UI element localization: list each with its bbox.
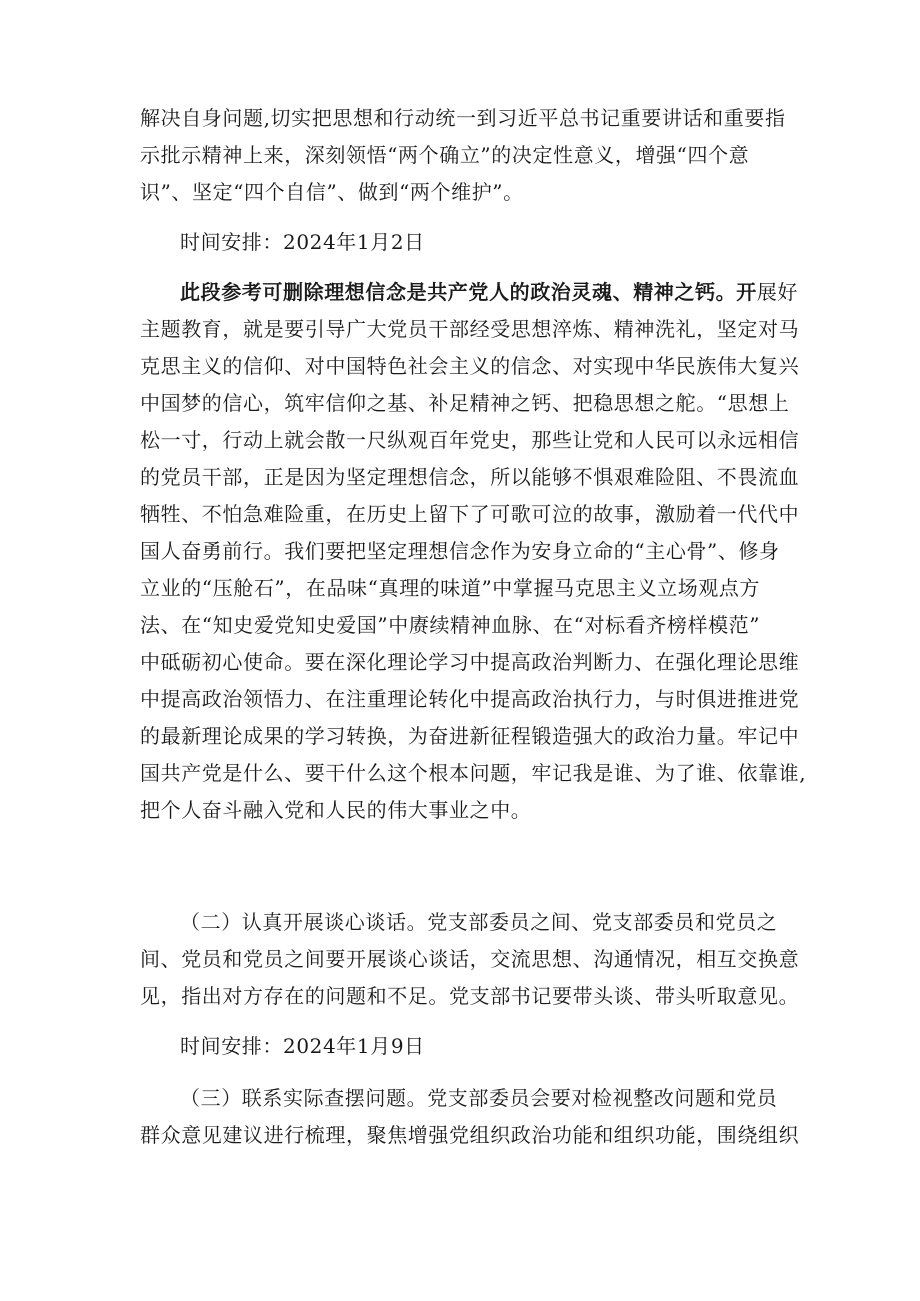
text-line-first: [140, 274, 799, 311]
paragraph-ideals: [140, 274, 807, 829]
text-line: 的党员干部，正是因为坚定理想信念，所以能够不惧艰难险阻、不畏流血: [140, 465, 800, 489]
text-line: 国人奋勇前行。我们要把坚定理想信念作为安身立命的“主心骨”、修身: [140, 539, 780, 563]
text-line: 主题教育，就是要引导广大党员干部经受思想淬炼、精神洗礼，坚定对马: [140, 317, 800, 341]
lead-rest-text: 展好: [756, 280, 799, 304]
schedule-text: 时间安排：2024年1月9日: [180, 1034, 425, 1058]
text-line: 识”、坚定“四个自信”、做到“两个维护”。: [140, 180, 524, 204]
text-line: 中砥砺初心使命。要在深化理论学习中提高政治判断力、在强化理论思维: [140, 650, 800, 674]
text-line: 间、党员和党员之间要开展谈心谈话，交流思想、沟通情况，相互交换意: [140, 947, 800, 971]
schedule-line-2: [140, 1028, 830, 1065]
schedule-text: 时间安排：2024年1月2日: [180, 230, 425, 254]
paragraph-problems: [140, 1080, 800, 1154]
text-line: 中国梦的信心，筑牢信仰之基、补足精神之钙、把稳思想之舵。“思想上: [140, 391, 790, 415]
text-line-first: （二）认真开展谈心谈话。党支部委员之间、党支部委员和党员之: [180, 910, 778, 934]
schedule-line-1: [140, 224, 830, 261]
paragraph-heart-to-heart: [140, 904, 800, 1015]
text-line: 示批示精神上来，深刻领悟“两个确立”的决定性意义，增强“四个意: [140, 143, 750, 167]
text-line: 国共产党是什么、要干什么这个根本问题，牢记我是谁、为了谁、依靠谁,: [140, 761, 807, 785]
text-line: 把个人奋斗融入党和人民的伟大事业之中。: [140, 798, 532, 822]
text-line: 见，指出对方存在的问题和不足。党支部书记要带头谈、带头听取意见。: [140, 984, 800, 1008]
paragraph-intro-continuation: [140, 100, 790, 211]
text-line-first: （三）联系实际查摆问题。党支部委员会要对检视整改问题和党员: [180, 1086, 778, 1110]
text-line: 牺牲、不怕急难险重，在历史上留下了可歌可泣的故事，激励着一代代中: [140, 502, 800, 526]
text-line: 立业的“压舱石”，在品味“真理的味道”中掌握马克思主义立场观点方: [140, 576, 761, 600]
text-line: 松一寸，行动上就会散一尺纵观百年党史，那些让党和人民可以永远相信: [140, 428, 800, 452]
text-line: 克思主义的信仰、对中国特色社会主义的信念、对实现中华民族伟大复兴: [140, 354, 800, 378]
text-line: 中提高政治领悟力、在注重理论转化中提高政治执行力，与时俱进推进党: [140, 687, 800, 711]
text-line: 的最新理论成果的学习转换，为奋进新征程锻造强大的政治力量。牢记中: [140, 724, 800, 748]
bold-lead-text: 此段参考可删除理想信念是共产党人的政治灵魂、精神之钙。开: [180, 280, 757, 304]
text-line: 法、在“知史爱党知史爱国”中赓续精神血脉、在“对标看齐榜样模范”: [140, 613, 761, 637]
text-line: 解决自身问题,切实把思想和行动统一到习近平总书记重要讲话和重要指: [140, 106, 786, 130]
text-line: 群众意见建议进行梳理，聚焦增强党组织政治功能和组织功能，围绕组织: [140, 1123, 800, 1147]
